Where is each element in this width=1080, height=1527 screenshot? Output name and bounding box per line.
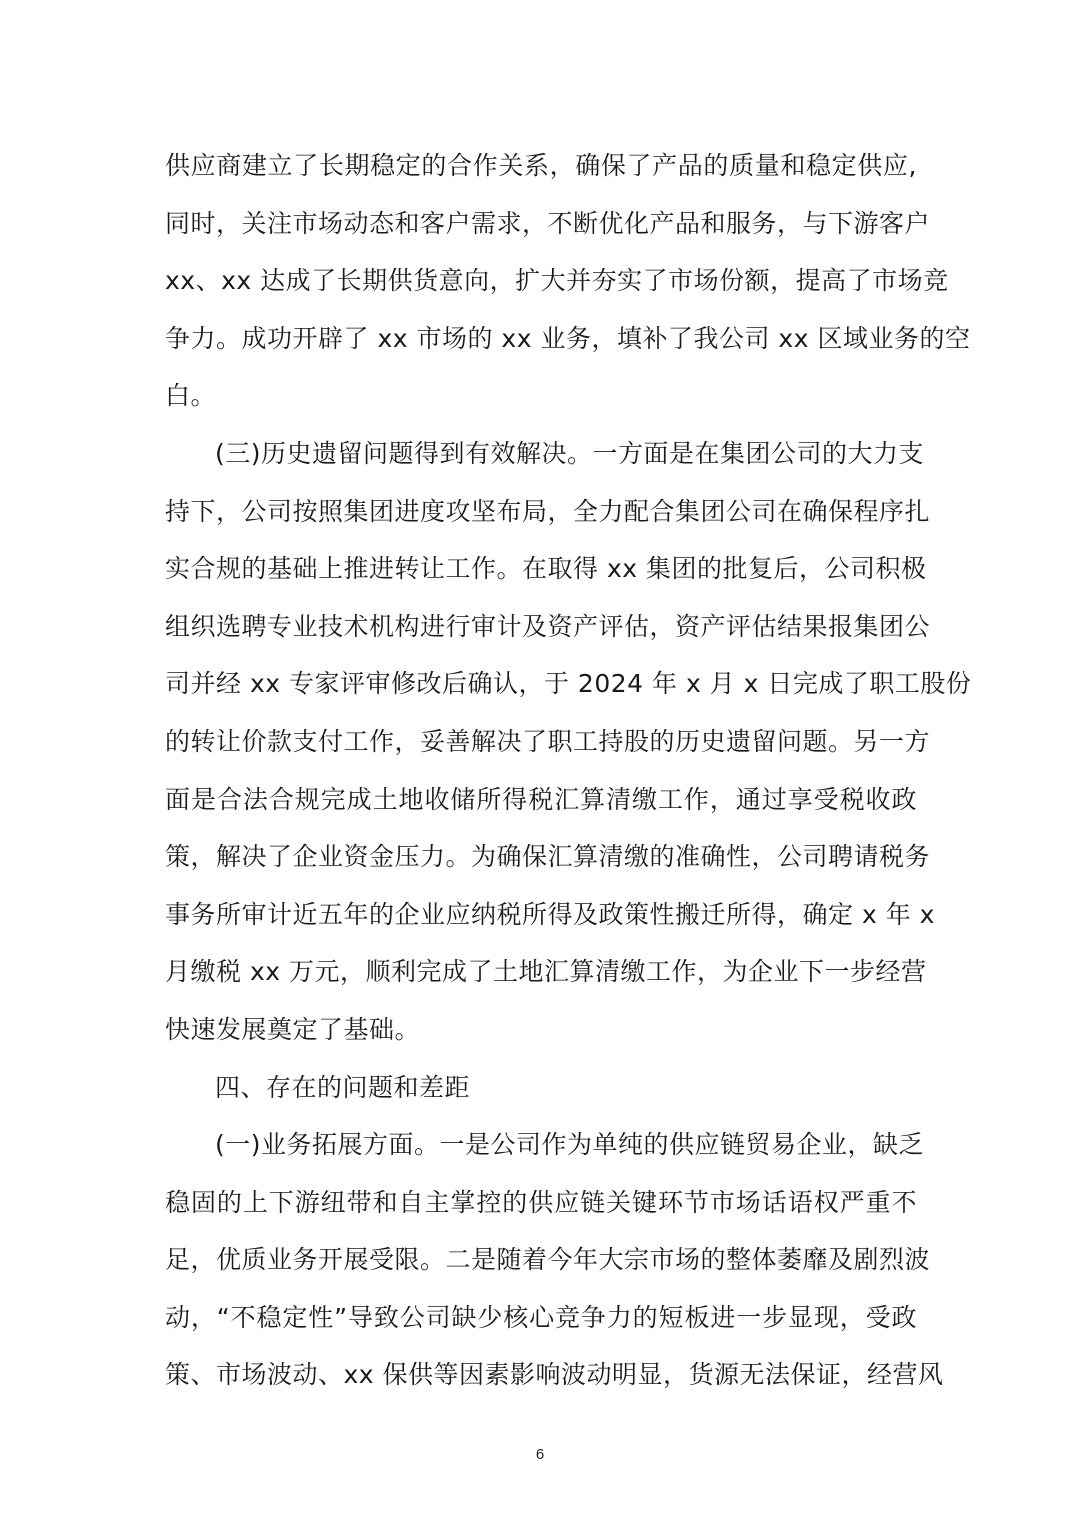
text-line: 动，“不稳定性”导致公司缺少核心竞争力的短板进一步显现，受政	[165, 1302, 917, 1332]
text-line: 事务所审计近五年的企业应纳税所得及政策性搬迁所得，确定 x 年 x	[165, 899, 935, 929]
text-line: 面是合法合规完成土地收储所得税汇算清缴工作，通过享受税收政	[165, 784, 917, 814]
text-line: 白。	[165, 381, 217, 411]
paragraph-historical-issues	[165, 425, 972, 1059]
text-line: (三)历史遗留问题得到有效解决。一方面是在集团公司的大力支	[215, 438, 925, 468]
text-line: 足，优质业务开展受限。二是随着今年大宗市场的整体萎靡及剧烈波	[165, 1245, 931, 1275]
text-line: 策，解决了企业资金压力。为确保汇算清缴的准确性，公司聘请税务	[165, 842, 931, 872]
paragraph-business-expansion	[165, 1116, 944, 1404]
text-line: 策、市场波动、xx 保供等因素影响波动明显，货源无法保证，经营风	[165, 1360, 944, 1390]
text-line: 司并经 xx 专家评审修改后确认，于 2024 年 x 月 x 日完成了职工股份	[165, 669, 972, 699]
text-line: 争力。成功开辟了 xx 市场的 xx 业务，填补了我公司 xx 区域业务的空	[165, 323, 971, 353]
page-number: 6	[535, 1446, 545, 1463]
document-body	[165, 137, 972, 1404]
text-line: 的转让价款支付工作，妥善解决了职工持股的历史遗留问题。另一方	[165, 726, 931, 756]
text-line: 组织选聘专业技术机构进行审计及资产评估，资产评估结果报集团公	[165, 611, 931, 641]
text-line: 持下，公司按照集团进度攻坚布局，全力配合集团公司在确保程序扎	[165, 496, 931, 526]
text-line: xx、xx 达成了长期供货意向，扩大并夯实了市场份额，提高了市场竞	[165, 266, 949, 296]
paragraph-supplier-cooperation	[165, 137, 971, 425]
text-line: 稳固的上下游纽带和自主掌控的供应链关键环节市场话语权严重不	[165, 1187, 917, 1217]
text-line: (一)业务拓展方面。一是公司作为单纯的供应链贸易企业，缺乏	[215, 1130, 925, 1160]
text-line: 实合规的基础上推进转让工作。在取得 xx 集团的批复后，公司积极	[165, 554, 927, 584]
section-heading	[165, 1059, 917, 1117]
text-line: 快速发展奠定了基础。	[165, 1014, 421, 1044]
text-line: 月缴税 xx 万元，顺利完成了土地汇算清缴工作，为企业下一步经营	[165, 957, 927, 987]
text-line: 同时，关注市场动态和客户需求，不断优化产品和服务，与下游客户	[165, 208, 931, 238]
section-heading-text: 四、存在的问题和差距	[215, 1072, 471, 1102]
text-line: 供应商建立了长期稳定的合作关系，确保了产品的质量和稳定供应,	[165, 151, 917, 180]
